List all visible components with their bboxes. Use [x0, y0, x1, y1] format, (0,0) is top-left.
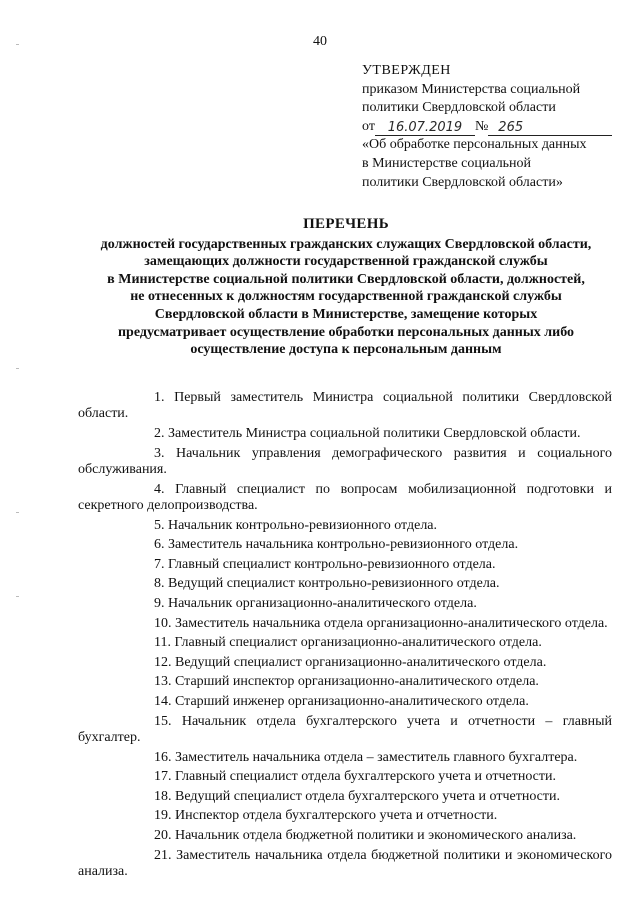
order-date-number-line: [362, 118, 622, 137]
title-heading: ПЕРЕЧЕНЬ: [303, 216, 389, 232]
item-text: Заместитель начальника отдела бюджетной политики и экономического анализа.: [78, 847, 613, 879]
handwritten-date: 16.07.2019: [375, 120, 475, 136]
item-number: 2.: [154, 426, 165, 441]
item-number: 20.: [154, 827, 172, 843]
item-number: 9.: [154, 595, 165, 611]
item-text: Главный специалист отдела бухгалтерского учета и отчетности.: [175, 769, 556, 785]
title-line: должностей государственных гражданских служащих Свердловской области,: [100, 236, 592, 252]
list-item: [78, 576, 612, 592]
list-item: [78, 750, 612, 766]
list-item: [78, 616, 612, 632]
list-item: [78, 482, 612, 515]
list-item: [78, 635, 612, 651]
title-line: осуществление доступа к персональным данным: [190, 342, 502, 358]
title-line: в Министерстве социальной политики Свердловской области, должностей,: [107, 271, 585, 287]
item-text: Ведущий специалист контрольно-ревизионного отдела.: [168, 576, 500, 592]
approval-line: политики Свердловской области: [362, 100, 556, 116]
item-text: Заместитель начальника отдела – заместитель главного бухгалтера.: [175, 749, 578, 765]
item-text: Начальник организационно-аналитического отдела.: [168, 595, 477, 611]
list-item: [78, 518, 612, 534]
item-number: 17.: [154, 769, 172, 785]
list-item: [78, 655, 612, 671]
number-prefix: №: [474, 118, 489, 134]
item-text: Старший инженер организационно-аналитического отдела.: [175, 693, 529, 709]
item-text: Начальник управления демографического развития и социального обслуживания.: [78, 445, 612, 477]
approval-line: приказом Министерства социальной: [362, 81, 581, 97]
item-text: Первый заместитель Министра социальной политики Свердловской области.: [78, 390, 612, 422]
item-number: 6.: [154, 537, 165, 553]
item-text: Главный специалист по вопросам мобилизационной подготовки и секретного делопроизводства.: [78, 481, 613, 513]
list-item: [78, 789, 612, 805]
item-number: 7.: [154, 556, 165, 572]
item-number: 8.: [154, 576, 165, 592]
from-prefix: от: [362, 118, 375, 134]
list-item: [78, 537, 612, 553]
page-number: 40: [313, 34, 327, 49]
title-line: не отнесенных к должностям государственной гражданской службы: [130, 289, 562, 305]
item-number: 12.: [154, 654, 172, 670]
item-text: Заместитель начальника контрольно-ревизионного отдела.: [168, 537, 519, 553]
positions-list: [78, 390, 612, 884]
list-item: [78, 848, 612, 881]
list-item: [78, 426, 612, 442]
item-text: Заместитель Министра социальной политики Свердловской области.: [168, 426, 581, 441]
title-line: замещающих должности государственной гражданской службы: [144, 254, 548, 270]
item-text: Старший инспектор организационно-аналитического отдела.: [175, 674, 539, 690]
title-line: Свердловской области в Министерстве, замещение которых: [154, 306, 538, 322]
list-item: [78, 828, 612, 844]
title-line: предусматривает осуществление обработки персональных данных либо: [117, 324, 575, 340]
approval-subject-line: «Об обработке персональных данных: [362, 137, 587, 153]
item-number: 14.: [154, 693, 172, 709]
item-number: 21.: [154, 847, 172, 863]
list-item: [78, 596, 612, 612]
item-text: Начальник отдела бухгалтерского учета и отчетности – главный бухгалтер.: [78, 713, 613, 745]
list-item: [78, 714, 612, 747]
scan-edge-mark: [16, 512, 19, 513]
list-item: [78, 808, 612, 824]
approval-label: УТВЕРЖДЕН: [362, 63, 451, 78]
item-text: Начальник отдела бюджетной политики и экономического анализа.: [175, 827, 577, 843]
item-text: Ведущий специалист организационно-аналитического отдела.: [175, 654, 547, 670]
scan-edge-mark: [16, 368, 19, 369]
approval-subject-line: политики Свердловской области»: [362, 174, 563, 190]
item-number: 3.: [154, 445, 165, 461]
item-number: 10.: [154, 615, 172, 631]
document-title: [76, 216, 616, 359]
item-text: Главный специалист организационно-аналитического отдела.: [174, 635, 542, 651]
list-item: [78, 769, 612, 785]
item-number: 4.: [154, 481, 165, 497]
item-text: Заместитель начальника отдела организационно-аналитического отдела.: [175, 615, 608, 631]
item-text: Инспектор отдела бухгалтерского учета и отчетности.: [175, 808, 498, 824]
item-number: 11.: [154, 635, 171, 651]
list-item: [78, 390, 612, 423]
item-number: 13.: [154, 674, 172, 690]
list-item: [78, 694, 612, 710]
list-item: [78, 674, 612, 690]
list-item: [78, 557, 612, 573]
item-number: 16.: [154, 749, 172, 765]
handwritten-number: 265: [488, 120, 612, 136]
scan-edge-mark: [16, 596, 19, 597]
item-number: 1.: [154, 390, 165, 405]
item-text: Начальник контрольно-ревизионного отдела.: [168, 517, 438, 533]
list-item: [78, 446, 612, 479]
item-number: 15.: [154, 713, 172, 729]
item-text: Главный специалист контрольно-ревизионного отдела.: [168, 556, 496, 572]
item-number: 19.: [154, 808, 172, 824]
approval-subject-line: в Министерстве социальной: [362, 155, 532, 171]
item-number: 18.: [154, 788, 172, 804]
item-text: Ведущий специалист отдела бухгалтерского учета и отчетности.: [175, 788, 560, 804]
scan-edge-mark: [16, 44, 19, 45]
item-number: 5.: [154, 517, 165, 533]
approval-stamp: [362, 62, 622, 192]
